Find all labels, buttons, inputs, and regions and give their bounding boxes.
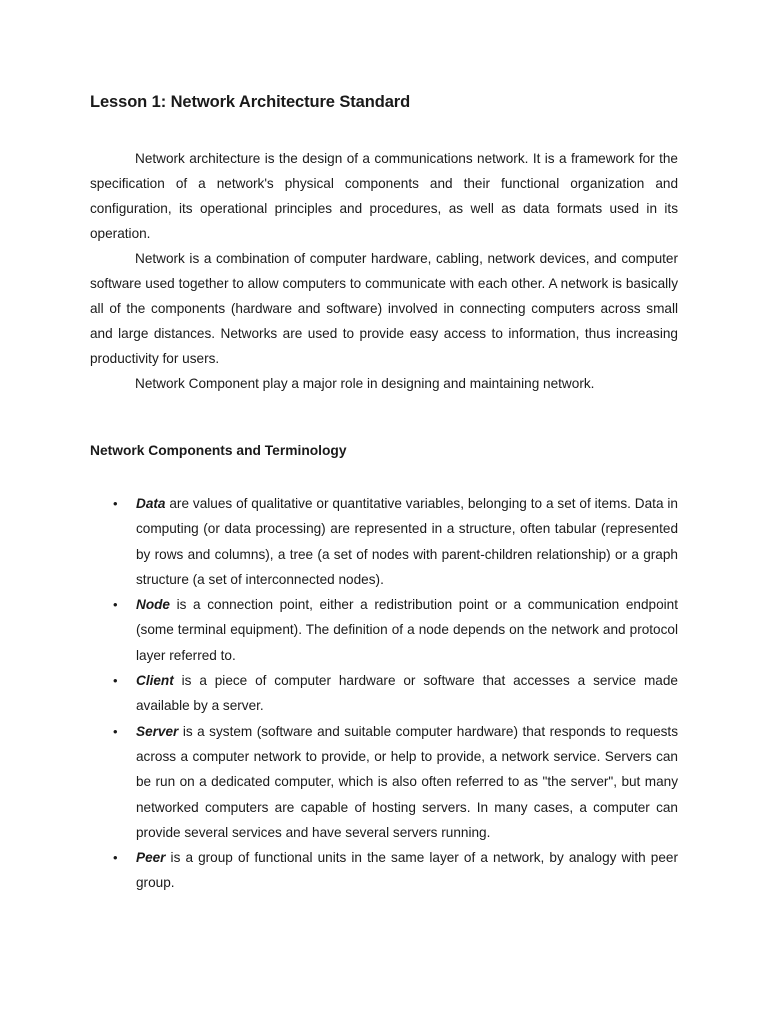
- terminology-list: [90, 491, 678, 896]
- term-item-data: [90, 491, 678, 592]
- term-name: Server: [136, 723, 179, 739]
- paragraph-architecture: Network architecture is the design of a communications network. It is a framework for the specification of a network's physical components and their functional organization and configuration, its operational principles and procedures, as well as data formats used in its operation.: [90, 151, 678, 241]
- term-definition: is a piece of computer hardware or software that accesses a service made available by a server.: [136, 673, 678, 714]
- term-definition: are values of qualitative or quantitative variables, belonging to a set of items. Data in computing (or data processing) are represented in a structure, often tabular (represented by rows and columns), a tree (a set of nodes with parent-children relationship) or a graph structure (a set of interconnected nodes).: [136, 496, 678, 587]
- section-heading: Network Components and Terminology: [90, 443, 347, 458]
- bullet-icon: •: [113, 597, 118, 613]
- term-definition: is a connection point, either a redistribution point or a communication endpoint (some terminal equipment). The definition of a node depends on the network and protocol layer referred to.: [136, 597, 678, 663]
- term-definition: is a group of functional units in the same layer of a network, by analogy with peer group.: [136, 850, 678, 891]
- paragraph-components: Network Component play a major role in designing and maintaining network.: [135, 376, 595, 391]
- term-name: Data: [136, 496, 166, 511]
- term-item-server: [90, 719, 678, 845]
- bullet-icon: •: [113, 673, 118, 689]
- lesson-title: Lesson 1: Network Architecture Standard: [90, 93, 411, 111]
- term-name: Peer: [136, 850, 166, 866]
- term-item-client: [90, 668, 678, 719]
- term-item-peer: [90, 845, 678, 896]
- term-item-node: [90, 592, 678, 668]
- intro-section: [90, 146, 678, 396]
- term-definition: is a system (software and suitable computer hardware) that responds to requests across a computer network to provide, or help to provide, a network service. Servers can be run on a dedicated computer, which is also often referred to as "the server", but many networked computers are capable of hosting servers. In many cases, a computer can provide several services and have several servers running.: [136, 723, 678, 840]
- bullet-icon: •: [113, 723, 118, 739]
- bullet-icon: •: [113, 496, 118, 511]
- term-name: Node: [136, 597, 170, 613]
- paragraph-network: Network is a combination of computer hardware, cabling, network devices, and computer software used together to allow computers to communicate with each other. A network is basically all of the components (hardware and software) involved in connecting computers across small and large distances. Networks are used to provide easy access to information, thus increasing productivity for users.: [90, 251, 678, 366]
- term-name: Client: [136, 673, 174, 689]
- bullet-icon: •: [113, 850, 118, 866]
